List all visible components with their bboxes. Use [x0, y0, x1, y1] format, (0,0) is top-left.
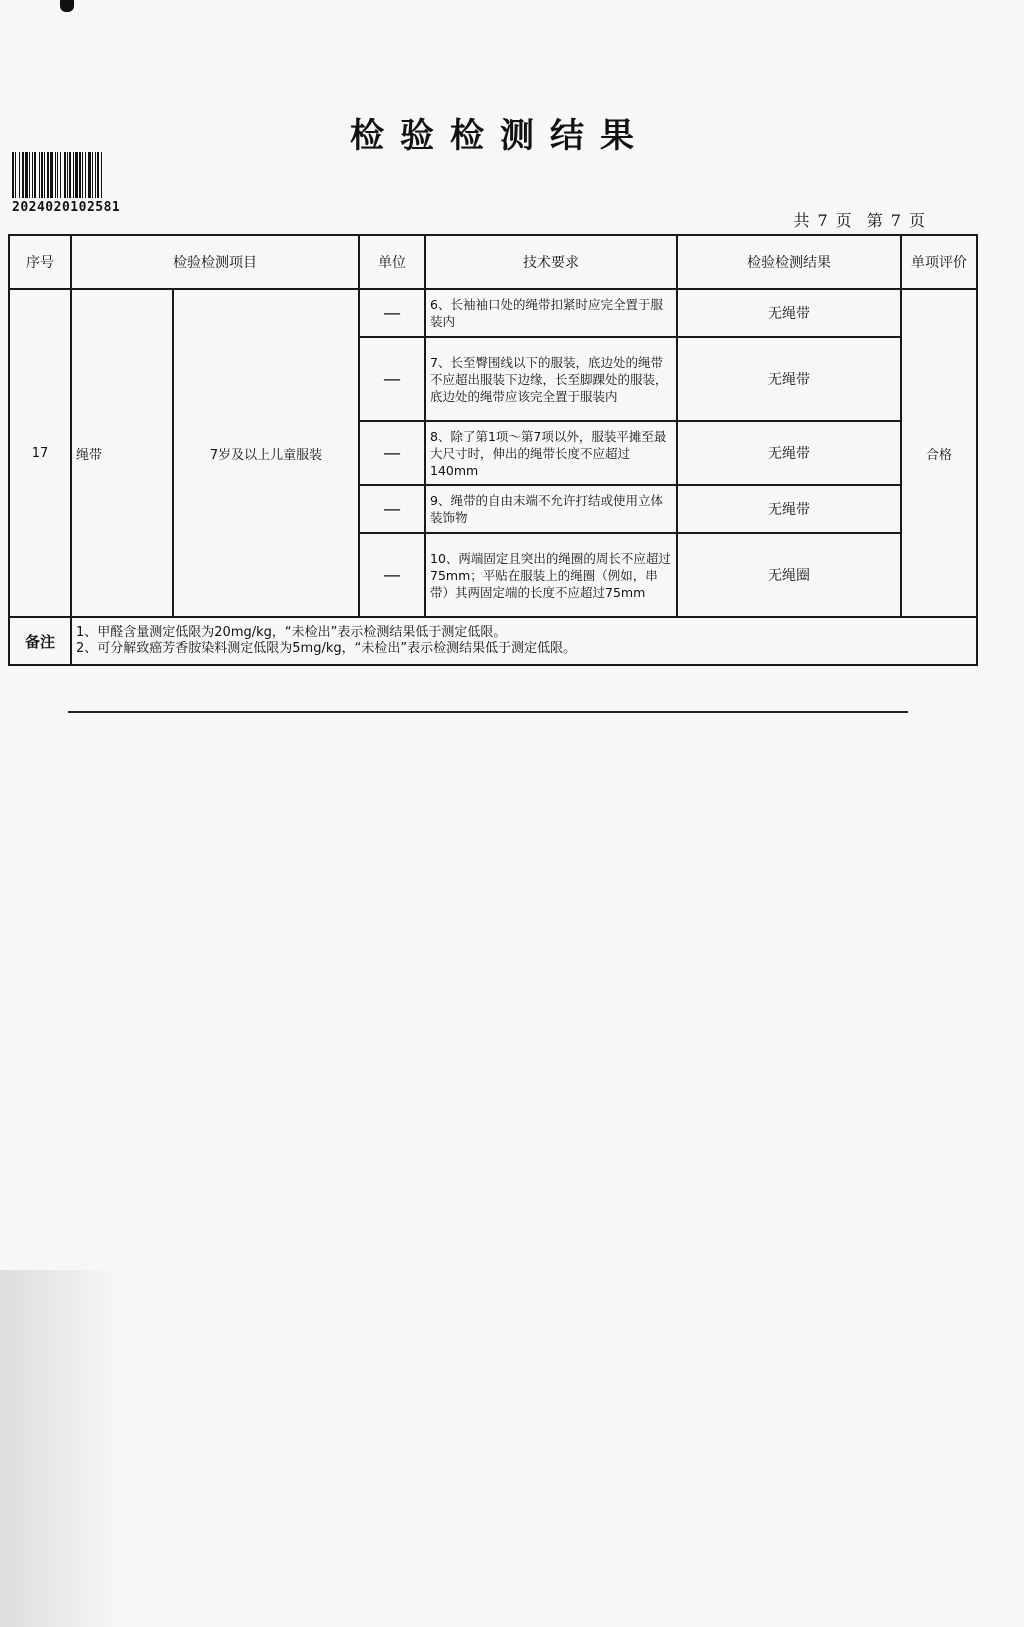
barcode-bar — [39, 152, 40, 198]
header-evaluation: 单项评价 — [901, 235, 977, 289]
table-header-row — [9, 235, 977, 289]
barcode-bar — [67, 152, 68, 198]
corner-mark — [60, 0, 74, 12]
barcode-block — [12, 152, 172, 215]
page-total-prefix: 共 — [793, 211, 812, 230]
notes-text — [71, 617, 977, 665]
divider-line — [68, 711, 908, 713]
page-info — [790, 208, 930, 231]
unit-cell: — — [359, 289, 425, 337]
row-seq: 17 — [9, 289, 71, 617]
table-row — [9, 289, 977, 337]
barcode-bar — [69, 152, 71, 198]
page-current: 7 — [890, 211, 903, 230]
result-cell: 无绳带 — [677, 289, 901, 337]
requirement-cell: 9、绳带的自由末端不允许打结或使用立体装饰物 — [425, 485, 677, 533]
note-line: 1、甲醛含量测定低限为20mg/kg，“未检出”表示检测结果低于测定低限。 — [76, 625, 507, 640]
barcode-bar — [101, 152, 102, 198]
header-unit: 单位 — [359, 235, 425, 289]
header-seq: 序号 — [9, 235, 71, 289]
barcode-bar — [34, 152, 36, 198]
barcode-bar — [44, 152, 45, 198]
barcode-bar — [82, 152, 83, 198]
page-word: 页 — [835, 211, 854, 230]
header-requirement: 技术要求 — [425, 235, 677, 289]
barcode-bar — [22, 152, 24, 198]
result-cell: 无绳带 — [677, 337, 901, 421]
requirement-cell: 7、长至臀围线以下的服装，底边处的绳带不应超出服装下边缘，长至脚踝处的服装，底边处的绳带应该完全置于服装内 — [425, 337, 677, 421]
barcode-bar — [92, 152, 93, 198]
requirement-cell: 10、两端固定且突出的绳圈的周长不应超过75mm；平贴在服装上的绳圈（例如，串带）其两固定端的长度不应超过75mm — [425, 533, 677, 617]
barcode-bar — [55, 152, 56, 198]
barcode-bar — [50, 152, 53, 198]
document-title: 检验检测结果 — [350, 116, 650, 156]
header-item: 检验检测项目 — [71, 235, 359, 289]
barcode-bar — [41, 152, 43, 198]
results-table — [8, 234, 978, 666]
barcode-bar — [19, 152, 20, 198]
result-cell: 无绳带 — [677, 485, 901, 533]
barcode-bar — [97, 152, 99, 198]
barcode-bar — [79, 152, 81, 198]
note-line: 2、可分解致癌芳香胺染料测定低限为5mg/kg，“未检出”表示检测结果低于测定低限。 — [76, 641, 577, 656]
barcode-bar — [25, 152, 28, 198]
row-item: 绳带 — [71, 289, 173, 617]
result-cell: 无绳圈 — [677, 533, 901, 617]
unit-cell: — — [359, 533, 425, 617]
barcode-bar — [73, 152, 74, 198]
barcode-bar — [75, 152, 78, 198]
barcode-bar — [12, 152, 14, 198]
barcode-number: 2024020102581 — [12, 200, 121, 215]
page-current-suffix: 页 — [908, 211, 927, 230]
result-cell: 无绳带 — [677, 421, 901, 485]
barcode-bar — [85, 152, 86, 198]
row-evaluation: 合格 — [901, 289, 977, 617]
barcode-bar — [47, 152, 49, 198]
barcode-bar — [15, 152, 16, 198]
requirement-cell: 8、除了第1项～第7项以外，服装平摊至最大尺寸时，伸出的绳带长度不应超过140mm — [425, 421, 677, 485]
unit-cell: — — [359, 421, 425, 485]
unit-cell: — — [359, 485, 425, 533]
barcode-bar — [57, 152, 58, 198]
requirement-cell: 6、长袖袖口处的绳带扣紧时应完全置于服装内 — [425, 289, 677, 337]
scan-shadow — [0, 1270, 120, 1627]
page-total: 7 — [817, 211, 830, 230]
page-current-prefix: 第 — [866, 211, 885, 230]
barcode-bar — [64, 152, 66, 198]
row-sub-item: 7岁及以上儿童服装 — [173, 289, 359, 617]
notes-label: 备注 — [9, 617, 71, 665]
barcode-bar — [95, 152, 96, 198]
barcode-bar — [29, 152, 30, 198]
unit-cell: — — [359, 337, 425, 421]
notes-row — [9, 617, 977, 665]
header-result: 检验检测结果 — [677, 235, 901, 289]
barcode-image — [12, 152, 170, 198]
barcode-bar — [88, 152, 91, 198]
barcode-bar — [60, 152, 61, 198]
barcode-bar — [32, 152, 33, 198]
